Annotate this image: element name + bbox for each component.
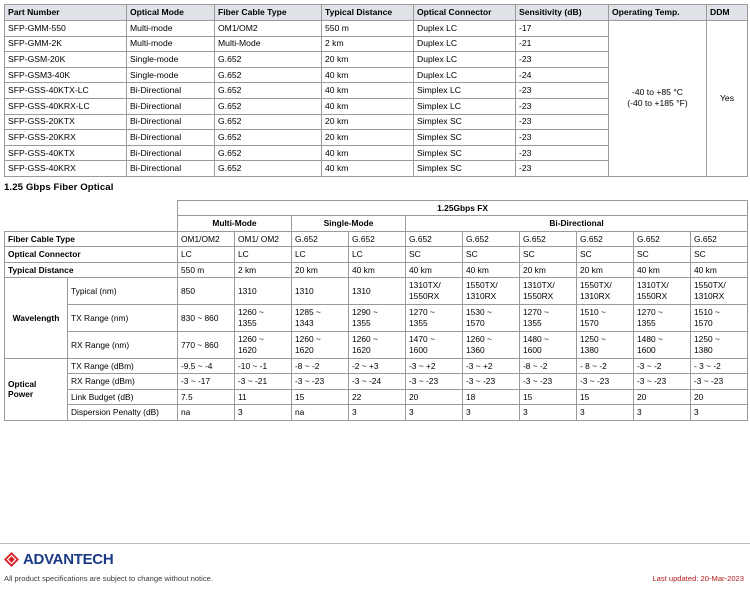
cell-value (178, 277, 235, 304)
cell-optical-connector: Simplex SC (414, 114, 516, 130)
fx-row-wavelength-tx (5, 304, 748, 331)
column-header-part-number: Part Number (5, 5, 127, 21)
cell-value: G.652 (349, 231, 406, 246)
cell-part-number: SFP-GSS-20KTX (5, 114, 127, 130)
value-text: 1270 ~ 1355 (523, 307, 549, 328)
cell-value: 15 (520, 389, 577, 404)
cell-value (292, 277, 349, 304)
cell-value: 20 km (577, 262, 634, 277)
fx-row-wavelength-rx (5, 331, 748, 358)
advantech-logo (4, 551, 113, 568)
cell-typical-distance: 2 km (322, 36, 414, 52)
cell-sensitivity: -23 (516, 98, 609, 114)
cell-value (691, 304, 748, 331)
cell-typical-distance: 40 km (322, 83, 414, 99)
cell-value: 3 (463, 405, 520, 420)
value-text: 1510 ~ 1570 (694, 307, 720, 328)
cell-value: 7.5 (178, 389, 235, 404)
cell-part-number: SFP-GSS-40KTX-LC (5, 83, 127, 99)
sublabel-tx-range-nm: TX Range (nm) (68, 304, 178, 331)
value-text: 1310 (295, 285, 314, 296)
footer-divider (0, 543, 750, 544)
value-text: 1550TX/ 1310RX (466, 280, 498, 301)
cell-value: 3 (577, 405, 634, 420)
cell-value: -10 ~ -1 (235, 358, 292, 373)
cell-value (634, 277, 691, 304)
cell-value (634, 304, 691, 331)
cell-value: G.652 (520, 231, 577, 246)
cell-fiber-cable-type: G.652 (215, 130, 322, 146)
cell-value (634, 331, 691, 358)
cell-part-number: SFP-GSS-40KRX (5, 161, 127, 177)
cell-value: G.652 (406, 231, 463, 246)
rowlabel-optical-power (5, 358, 68, 420)
cell-value: na (292, 405, 349, 420)
cell-value: 18 (463, 389, 520, 404)
cell-fiber-cable-type: G.652 (215, 98, 322, 114)
cell-sensitivity: -21 (516, 36, 609, 52)
cell-value: na (178, 405, 235, 420)
cell-optical-mode: Bi-Directional (127, 114, 215, 130)
spacer-cell (5, 216, 68, 231)
cell-sensitivity: -23 (516, 52, 609, 68)
cell-value: SC (634, 247, 691, 262)
cell-optical-connector: Duplex LC (414, 67, 516, 83)
cell-value: -3 ~ -23 (406, 374, 463, 389)
footer-last-updated: Last updated: 20-Mar-2023 (652, 574, 744, 583)
cell-typical-distance: 20 km (322, 114, 414, 130)
cell-value: LC (235, 247, 292, 262)
cell-optical-mode: Bi-Directional (127, 145, 215, 161)
fx-row-link-budget (5, 389, 748, 404)
cell-value: 40 km (463, 262, 520, 277)
cell-value: 3 (349, 405, 406, 420)
cell-value: -2 ~ +3 (349, 358, 406, 373)
cell-optical-mode: Bi-Directional (127, 161, 215, 177)
cell-part-number: SFP-GSS-40KRX-LC (5, 98, 127, 114)
value-text: 1290 ~ 1355 (352, 307, 378, 328)
sfp-specifications-table (4, 4, 748, 177)
fx-row-dispersion-penalty (5, 405, 748, 420)
value-text: 770 ~ 860 (181, 339, 219, 350)
value-text: 1250 ~ 1380 (694, 334, 720, 355)
value-text: 1250 ~ 1380 (580, 334, 606, 355)
cell-value: - 8 ~ -2 (577, 358, 634, 373)
sublabel-typical-nm: Typical (nm) (68, 277, 178, 304)
value-text: 1480 ~ 1600 (523, 334, 549, 355)
cell-value (463, 304, 520, 331)
cell-value: 3 (235, 405, 292, 420)
cell-value: 550 m (178, 262, 235, 277)
cell-value: -3 ~ -23 (520, 374, 577, 389)
cell-fiber-cable-type: G.652 (215, 67, 322, 83)
cell-optical-connector: Simplex SC (414, 130, 516, 146)
cell-value: G.652 (691, 231, 748, 246)
cell-value: -3 ~ -23 (691, 374, 748, 389)
cell-part-number: SFP-GSS-40KTX (5, 145, 127, 161)
cell-value: -3 ~ -2 (634, 358, 691, 373)
value-text: 1260 ~ 1620 (295, 334, 321, 355)
cell-value: LC (349, 247, 406, 262)
header-multi-mode: Multi-Mode (178, 216, 292, 231)
cell-value: OM1/ OM2 (235, 231, 292, 246)
header-bi-directional: Bi-Directional (406, 216, 748, 231)
value-text: 1550TX/ 1310RX (694, 280, 726, 301)
value-text: 1260 ~ 1360 (466, 334, 492, 355)
cell-value: LC (292, 247, 349, 262)
sublabel-tx-range-dbm: TX Range (dBm) (68, 358, 178, 373)
cell-value (520, 277, 577, 304)
cell-value (520, 304, 577, 331)
cell-optical-connector: Simplex LC (414, 83, 516, 99)
fx-row-typical-distance (5, 262, 748, 277)
cell-typical-distance: 20 km (322, 130, 414, 146)
value-text: 1550TX/ 1310RX (580, 280, 612, 301)
cell-value (463, 277, 520, 304)
cell-value: 3 (406, 405, 463, 420)
column-header-ddm: DDM (707, 5, 748, 21)
value-text: 1310TX/ 1550RX (637, 280, 669, 301)
cell-operating-temp (609, 21, 707, 177)
cell-value: -3 ~ -24 (349, 374, 406, 389)
column-header-typical-distance: Typical Distance (322, 5, 414, 21)
cell-sensitivity: -23 (516, 145, 609, 161)
cell-value: 2 km (235, 262, 292, 277)
cell-value (235, 277, 292, 304)
cell-value: 20 (634, 389, 691, 404)
rowlabel-optical-connector: Optical Connector (5, 247, 178, 262)
value-text: 1310TX/ 1550RX (523, 280, 555, 301)
cell-value (292, 331, 349, 358)
sublabel-rx-range-nm: RX Range (nm) (68, 331, 178, 358)
cell-value: 20 km (520, 262, 577, 277)
cell-optical-mode: Bi-Directional (127, 98, 215, 114)
value-text: 1285 ~ 1343 (295, 307, 321, 328)
column-header-fiber-cable-type: Fiber Cable Type (215, 5, 322, 21)
cell-part-number: SFP-GMM-550 (5, 21, 127, 37)
cell-value: -8 ~ -2 (520, 358, 577, 373)
operating-temp-line2: (-40 to +185 °F) (627, 98, 688, 109)
cell-value: - 3 ~ -2 (691, 358, 748, 373)
cell-value (178, 304, 235, 331)
footer-disclaimer: All product specifications are subject to change without notice. (4, 574, 213, 583)
cell-typical-distance: 40 km (322, 145, 414, 161)
cell-value: -3 ~ -23 (577, 374, 634, 389)
cell-value: 15 (577, 389, 634, 404)
cell-optical-mode: Multi-mode (127, 21, 215, 37)
optical-power-line1: Optical (8, 378, 37, 389)
cell-part-number: SFP-GSM-20K (5, 52, 127, 68)
cell-value: -3 ~ -17 (178, 374, 235, 389)
cell-value (178, 331, 235, 358)
header-single-mode: Single-Mode (292, 216, 406, 231)
fx-row-wavelength-typical (5, 277, 748, 304)
sublabel-rx-range-dbm: RX Range (dBm) (68, 374, 178, 389)
cell-value: 20 (406, 389, 463, 404)
cell-value: 40 km (406, 262, 463, 277)
cell-value (691, 331, 748, 358)
fx-row-power-tx (5, 358, 748, 373)
cell-value (349, 331, 406, 358)
cell-value (292, 304, 349, 331)
cell-value (463, 331, 520, 358)
column-header-optical-mode: Optical Mode (127, 5, 215, 21)
cell-value: G.652 (292, 231, 349, 246)
value-text: 1270 ~ 1355 (409, 307, 435, 328)
cell-value: 40 km (691, 262, 748, 277)
header-1-25gbps-fx: 1.25Gbps FX (178, 201, 748, 216)
cell-optical-connector: Simplex SC (414, 145, 516, 161)
value-text: 1310 (352, 285, 371, 296)
cell-value (406, 304, 463, 331)
value-text: 1270 ~ 1355 (637, 307, 663, 328)
cell-value: SC (691, 247, 748, 262)
value-text: 1510 ~ 1570 (580, 307, 606, 328)
cell-value: 3 (520, 405, 577, 420)
advantech-wordmark: ADVANTECH (23, 551, 114, 568)
value-text: 1260 ~ 1620 (238, 334, 264, 355)
cell-value: 40 km (349, 262, 406, 277)
cell-optical-mode: Single-mode (127, 67, 215, 83)
cell-fiber-cable-type: G.652 (215, 83, 322, 99)
cell-value: 20 km (292, 262, 349, 277)
cell-optical-connector: Simplex SC (414, 161, 516, 177)
cell-value (406, 331, 463, 358)
cell-value: SC (463, 247, 520, 262)
operating-temp-line1: -40 to +85 °C (632, 87, 683, 98)
value-text: 1470 ~ 1600 (409, 334, 435, 355)
cell-value: -3 ~ -21 (235, 374, 292, 389)
value-text: 1310TX/ 1550RX (409, 280, 441, 301)
cell-value: 3 (634, 405, 691, 420)
spacer-cell (68, 216, 178, 231)
value-text: 830 ~ 860 (181, 312, 219, 323)
fx-row-optical-connector (5, 247, 748, 262)
fx-group-header-row (5, 216, 748, 231)
cell-value (577, 277, 634, 304)
cell-value: -3 ~ +2 (463, 358, 520, 373)
cell-optical-mode: Bi-Directional (127, 83, 215, 99)
value-text: 1260 ~ 1620 (352, 334, 378, 355)
fx-row-power-rx (5, 374, 748, 389)
value-text: 850 (181, 285, 195, 296)
column-header-optical-connector: Optical Connector (414, 5, 516, 21)
optical-power-line2: Power (8, 389, 34, 400)
value-text: 1530 ~ 1570 (466, 307, 492, 328)
cell-value: 3 (691, 405, 748, 420)
cell-value: 20 (691, 389, 748, 404)
cell-value: -8 ~ -2 (292, 358, 349, 373)
cell-value: -3 ~ -23 (292, 374, 349, 389)
cell-value: -3 ~ -23 (463, 374, 520, 389)
table-header-row (5, 5, 748, 21)
cell-value (406, 277, 463, 304)
cell-fiber-cable-type: G.652 (215, 145, 322, 161)
spacer-cell (5, 201, 68, 216)
cell-value: -3 ~ -23 (634, 374, 691, 389)
cell-part-number: SFP-GMM-2K (5, 36, 127, 52)
cell-fiber-cable-type: G.652 (215, 161, 322, 177)
cell-value (235, 304, 292, 331)
cell-typical-distance: 40 km (322, 161, 414, 177)
cell-value: 40 km (634, 262, 691, 277)
cell-value: G.652 (577, 231, 634, 246)
cell-sensitivity: -23 (516, 161, 609, 177)
cell-value: -9.5 ~ -4 (178, 358, 235, 373)
cell-optical-mode: Single-mode (127, 52, 215, 68)
sublabel-dispersion-penalty: Dispersion Penalty (dB) (68, 405, 178, 420)
cell-value (235, 331, 292, 358)
column-header-operating-temp: Operating Temp. (609, 5, 707, 21)
cell-typical-distance: 40 km (322, 67, 414, 83)
cell-sensitivity: -23 (516, 130, 609, 146)
cell-sensitivity: -23 (516, 83, 609, 99)
cell-value (349, 277, 406, 304)
cell-value: OM1/OM2 (178, 231, 235, 246)
cell-ddm: Yes (707, 21, 748, 177)
spacer-cell (68, 201, 178, 216)
cell-fiber-cable-type: Multi-Mode (215, 36, 322, 52)
cell-value: LC (178, 247, 235, 262)
cell-value: 22 (349, 389, 406, 404)
fx-specifications-table (4, 200, 748, 421)
cell-fiber-cable-type: G.652 (215, 114, 322, 130)
cell-value: SC (577, 247, 634, 262)
value-text: 1480 ~ 1600 (637, 334, 663, 355)
advantech-logo-icon (4, 552, 19, 567)
cell-value (520, 331, 577, 358)
cell-fiber-cable-type: OM1/OM2 (215, 21, 322, 37)
cell-optical-connector: Simplex LC (414, 98, 516, 114)
cell-sensitivity: -24 (516, 67, 609, 83)
cell-optical-connector: Duplex LC (414, 36, 516, 52)
column-header-sensitivity: Sensitivity (dB) (516, 5, 609, 21)
cell-part-number: SFP-GSS-20KRX (5, 130, 127, 146)
cell-value: 15 (292, 389, 349, 404)
cell-value (691, 277, 748, 304)
cell-optical-connector: Duplex LC (414, 21, 516, 37)
cell-value (349, 304, 406, 331)
value-text: 1260 ~ 1355 (238, 307, 264, 328)
cell-optical-mode: Multi-mode (127, 36, 215, 52)
rowlabel-typical-distance: Typical Distance (5, 262, 178, 277)
cell-value: 11 (235, 389, 292, 404)
cell-value (577, 331, 634, 358)
cell-optical-connector: Duplex LC (414, 52, 516, 68)
cell-part-number: SFP-GSM3-40K (5, 67, 127, 83)
cell-sensitivity: -17 (516, 21, 609, 37)
cell-value (577, 304, 634, 331)
cell-typical-distance: 40 km (322, 98, 414, 114)
value-text: 1310 (238, 285, 257, 296)
sublabel-link-budget: Link Budget (dB) (68, 389, 178, 404)
cell-sensitivity: -23 (516, 114, 609, 130)
cell-fiber-cable-type: G.652 (215, 52, 322, 68)
cell-value: SC (406, 247, 463, 262)
fx-top-header-row (5, 201, 748, 216)
cell-typical-distance: 550 m (322, 21, 414, 37)
fx-row-fiber-cable-type (5, 231, 748, 246)
cell-value: SC (520, 247, 577, 262)
rowlabel-fiber-cable-type: Fiber Cable Type (5, 231, 178, 246)
cell-value: G.652 (634, 231, 691, 246)
rowlabel-wavelength: Wavelength (5, 277, 68, 358)
section-title: 1.25 Gbps Fiber Optical (4, 182, 114, 193)
cell-value: G.652 (463, 231, 520, 246)
cell-optical-mode: Bi-Directional (127, 130, 215, 146)
cell-typical-distance: 20 km (322, 52, 414, 68)
table-row (5, 21, 748, 37)
cell-value: -3 ~ +2 (406, 358, 463, 373)
